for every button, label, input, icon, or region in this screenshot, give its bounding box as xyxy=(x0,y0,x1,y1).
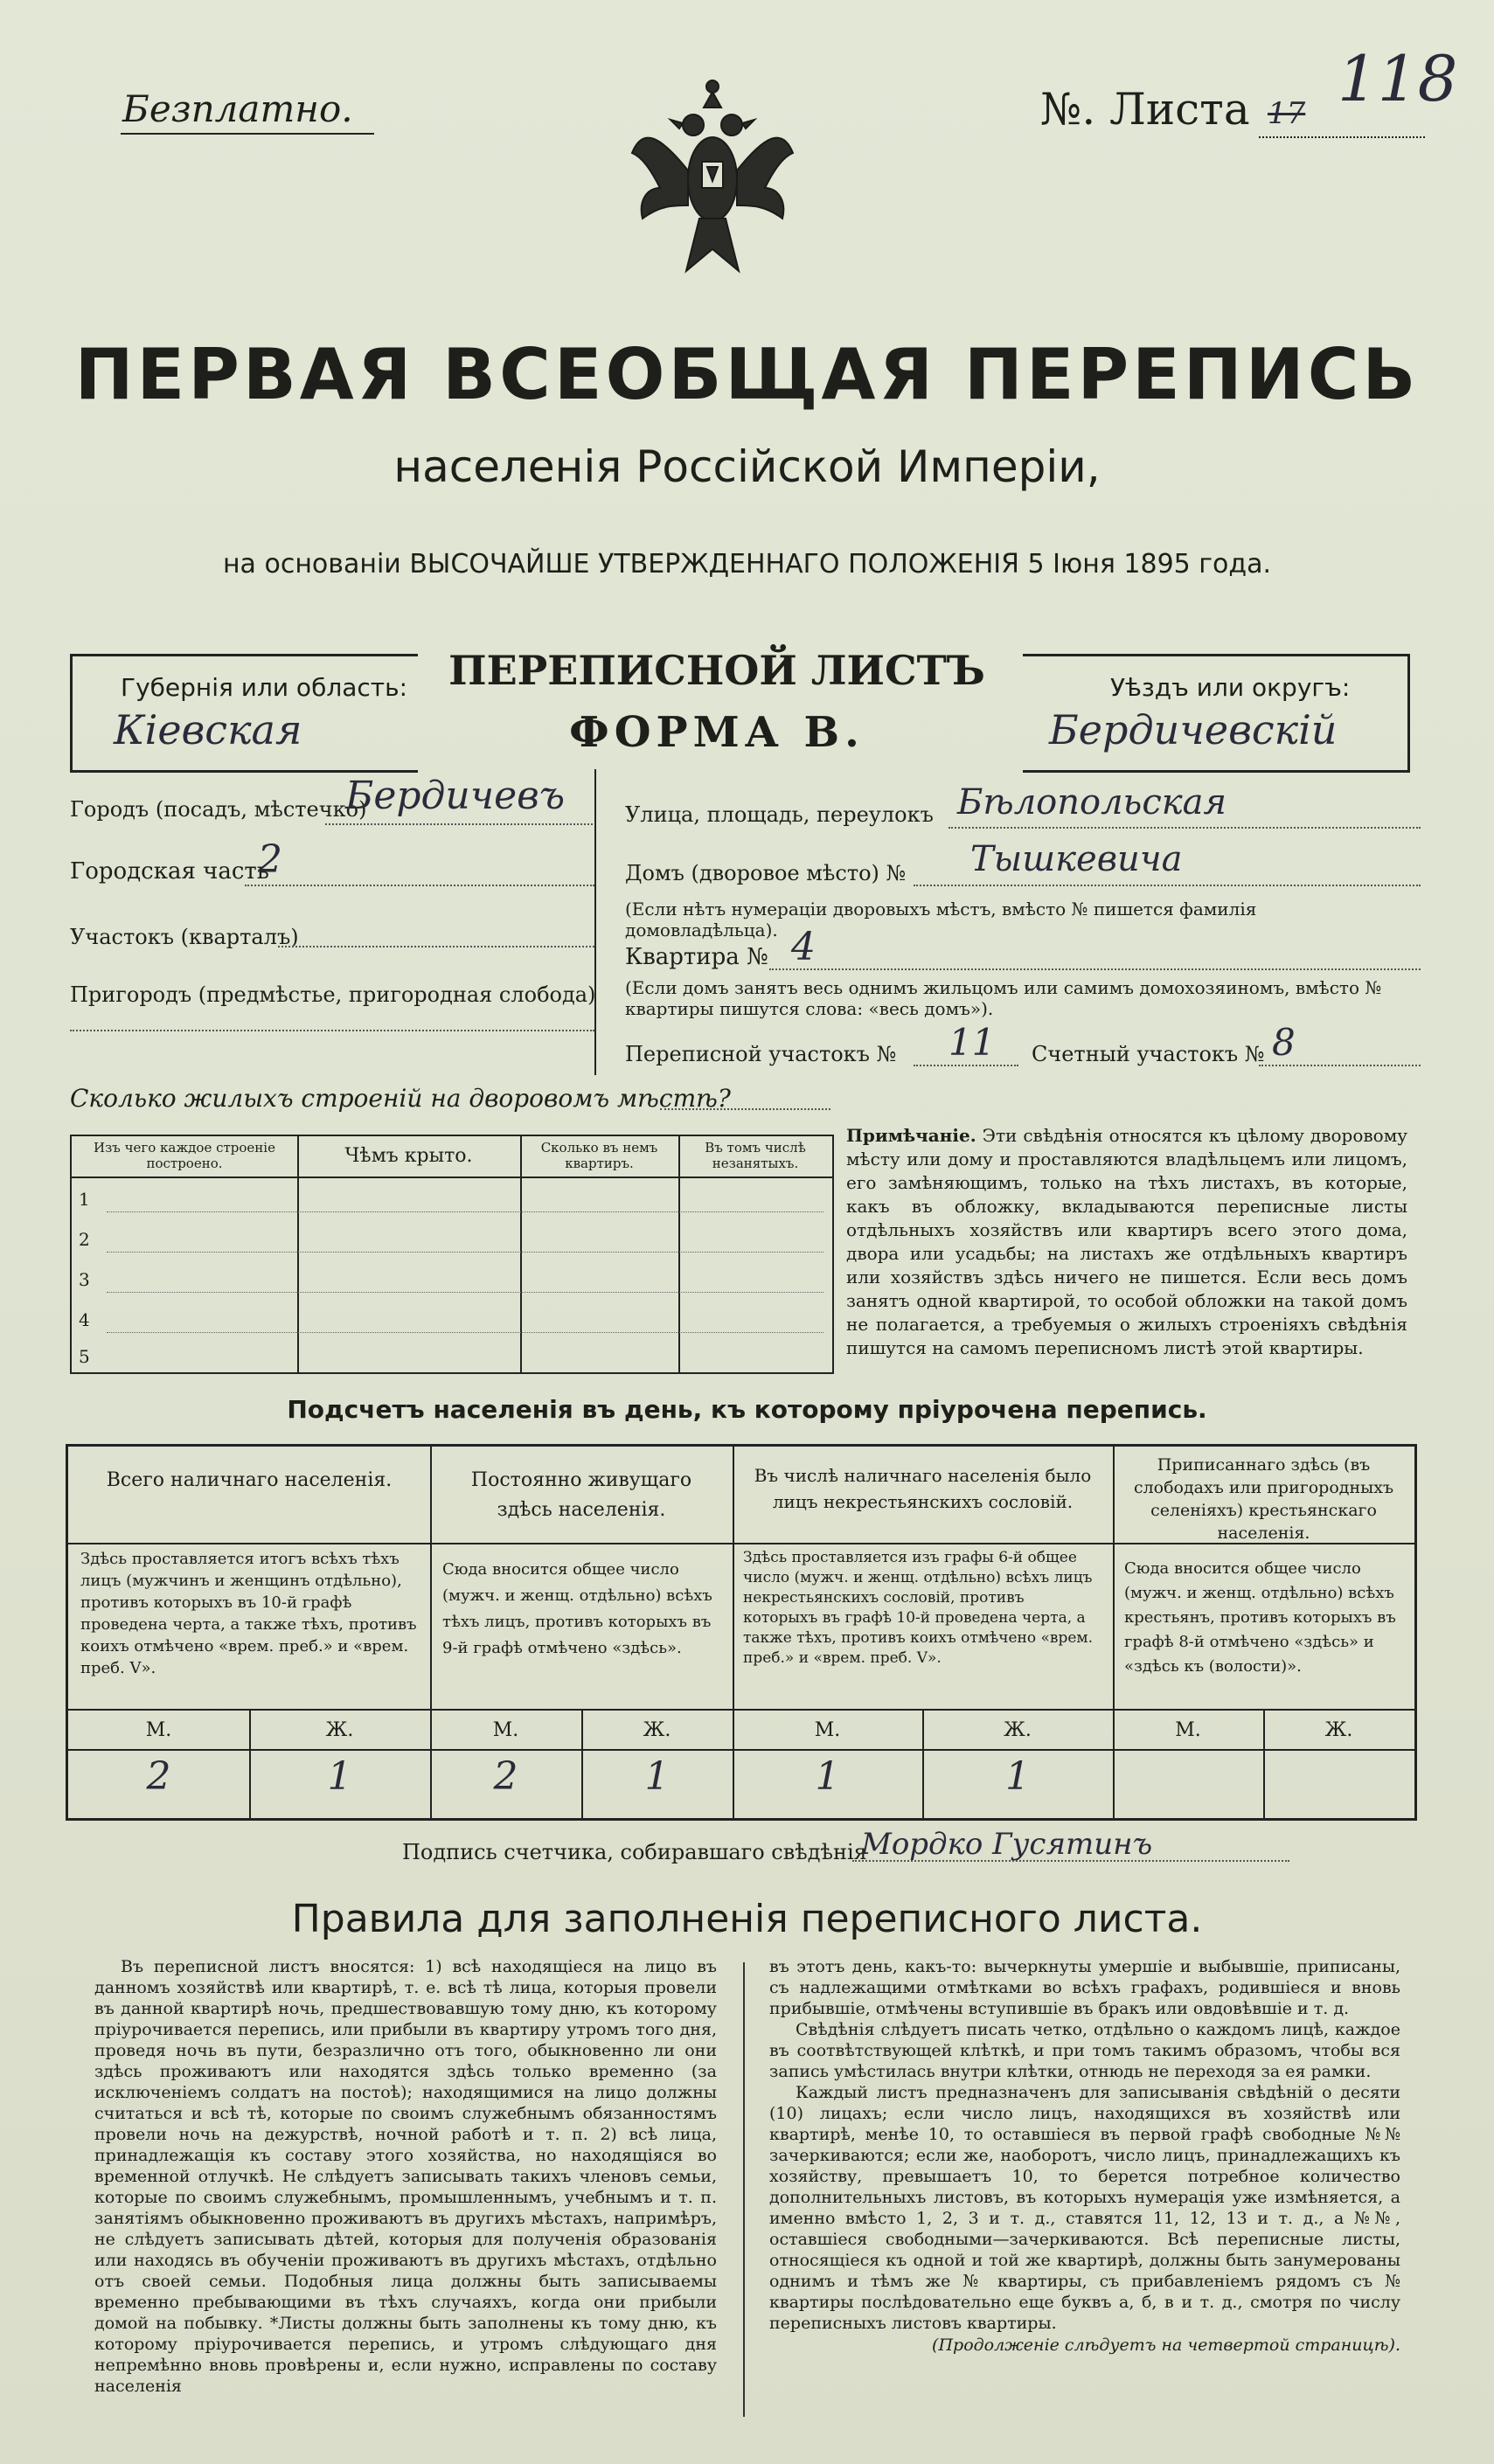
rules-left-text: Въ переписной листъ вносятся: 1) всѣ находящіеся на лицо въ данномъ хозяйствѣ или квартирѣ, т. е. всѣ тѣ лица, которыя провели въ данной квартирѣ ночь, предшествовавшую тому дню, къ которому пріурочивается перепись, или прибыли въ квартиру утромъ того дня, проведя ночь въ пути, безразлично отъ того, обыкновенно ли они здѣсь проживаютъ или находятся здѣсь только временно (за исключеніемъ солдатъ на постоѣ); находящимися на лицо должны считаться и всѣ тѣ, которые по своимъ служебнымъ обязанностямъ провели ночь на дежурствѣ, ночной работѣ и т. п. 2) всѣ лица, принадлежащія къ составу этого хозяйства, но находящіяся во временной отлучкѣ. Не слѣдуетъ записывать такихъ членовъ семьи, которые по своимъ служебнымъ, промышленнымъ, учебнымъ и т. п. занятіямъ обыкновенно проживаютъ въ другихъ мѣстахъ, напримѣръ, не слѣдуетъ записывать дѣтей, которыя для полученія образованія или находясь въ обученіи проживаютъ въ другихъ мѣстахъ, отдѣльно отъ своей семьи. Подобныя лица должны быть записываемы временно пребывающими въ тѣхъ случаяхъ, когда они прибыли домой на побывку. *Листы должны быть заполнены къ тому дню, къ которому пріурочивается перепись, и утромъ слѣдующаго дня непремѣнно вновь провѣрены и, если нужно, исправлены по составу населенія xyxy=(94,1957,717,2396)
buildings-row-number: 2 xyxy=(79,1229,90,1250)
buildings-table xyxy=(70,1135,834,1374)
city-value: Бердичевъ xyxy=(345,774,566,818)
census-area-value: 11 xyxy=(949,1021,996,1064)
rules-right-text-3: Каждый листъ предназначенъ для записыванія свѣдѣній о десяти (10) лицахъ; если число лицъ, находящихся въ хозяйствѣ или квартирѣ, менѣе 10, то оставшіеся въ первой графѣ свободные №№ зачеркиваются; если же, наоборотъ, число лицъ, принадлежащихъ къ хозяйству, превышаетъ 10, то берется потребное количество дополнительныхъ листовъ, въ которыхъ нумерація уже измѣняется, а именно вмѣсто 1, 2, 3 и т. д., ставятся 11, 12, 13 и т. д., а №№, оставшіеся свободными—зачеркиваются. Всѣ переписные листы, относящіеся къ одной и той же квартирѣ, должны быть занумерованы однимъ и тѣмъ же № квартиры, съ прибавленіемъ рядомъ съ № квартиры послѣдовательно еще буквъ а, б, в и т. д., смотря по числу переписныхъ листовъ квартиры. xyxy=(769,2083,1400,2333)
buildings-header-roof: Чѣмъ крыто. xyxy=(344,1145,473,1167)
count-col4-f-label: Ж. xyxy=(1324,1719,1353,1741)
address-divider xyxy=(594,769,596,1075)
apartment-note: (Если домъ занятъ весь однимъ жильцомъ или самимъ домохозяиномъ, вмѣсто № квартиры пишутся слова: «весь домъ»). xyxy=(625,977,1382,1019)
rules-right-text-1: въ этотъ день, какъ-то: вычеркнуты умершіе и выбывшіе, приписаны, съ надлежащими отмѣтками во всѣхъ графахъ, родившіеся и вновь прибывшіе, отмѣчены вступившіе въ бракъ или овдовѣвшіе и т. д. xyxy=(769,1957,1400,2018)
buildings-header-vacant: Въ томъ числѣ незанятыхъ. xyxy=(705,1140,806,1171)
rules-right-text-2: Свѣдѣнія слѣдуетъ писать четко, отдѣльно о каждомъ лицѣ, каждое въ соотвѣтствующей клѣткѣ, и при томъ такимъ образомъ, чтобы вся запись умѣстилась внутри клѣтки, отнюдь не переходя за ея рамки. xyxy=(769,2020,1400,2081)
sheet-number-label: №. Листа xyxy=(1040,84,1250,135)
count-col3-title: Въ числѣ наличнаго населенія было лицъ некрестьянскихъ сословій. xyxy=(754,1465,1092,1512)
buildings-row-number: 5 xyxy=(79,1346,90,1367)
count-col4-desc: Сюда вносится общее число (мужч. и женщ. отдѣльно) всѣхъ крестьянъ, противъ которыхъ въ графѣ 8-й отмѣчено «здѣсь» и «здѣсь къ (волости)». xyxy=(1124,1559,1396,1676)
count-heading: Подсчетъ населенія въ день, къ которому пріурочена перепись. xyxy=(287,1395,1207,1424)
count-col2-m-value: 2 xyxy=(493,1754,518,1799)
buildings-question: Сколько жилыхъ строеній на дворовомъ мѣстѣ? xyxy=(70,1084,731,1113)
count-col4-m-label: М. xyxy=(1175,1719,1201,1741)
apartment-line xyxy=(769,968,1421,970)
count-col2-f-label: Ж. xyxy=(643,1719,671,1741)
legal-basis: на основаніи ВЫСОЧАЙШЕ УТВЕРЖДЕННАГО ПОЛОЖЕНІЯ 5 Іюня 1895 года. xyxy=(222,549,1272,580)
count-col2-m-label: М. xyxy=(492,1719,519,1741)
form-name-line2: ФОРМА В. xyxy=(569,708,865,757)
city-part-label: Городская часть xyxy=(70,858,269,885)
count-col2-desc: Сюда вносится общее число (мужч. и женщ. отдѣльно) всѣхъ тѣхъ лицъ, противъ которыхъ въ 9-й графѣ отмѣчено «здѣсь». xyxy=(442,1560,712,1657)
suburb-line xyxy=(70,1030,594,1031)
city-part-line xyxy=(245,885,594,886)
district-value: Бердичевскій xyxy=(1049,706,1338,753)
count-col3-desc: Здѣсь проставляется изъ графы 6-й общее число (мужч. и женщ. отдѣльно) всѣхъ лицъ некрестьянскихъ сословій, противъ которыхъ въ графѣ 10-й проведена черта, а также тѣхъ, противъ коихъ отмѣчено «врем. преб.» и «врем. преб. V». xyxy=(743,1549,1094,1667)
buildings-row-number: 1 xyxy=(79,1189,90,1210)
free-label: Безплатно. xyxy=(122,87,353,130)
buildings-note xyxy=(846,1124,1407,1360)
signature-label: Подпись счетчика, собиравшаго свѣдѣнія xyxy=(402,1840,867,1864)
census-area-line xyxy=(914,1065,1018,1066)
buildings-header-material: Изъ чего каждое строеніе построено. xyxy=(94,1140,275,1171)
rules-heading: Правила для заполненія переписного листа. xyxy=(291,1897,1203,1941)
district-label: Уѣздъ или округъ: xyxy=(1110,673,1351,702)
apartment-label: Квартира № xyxy=(625,944,768,970)
rules-right-column xyxy=(769,1956,1400,2446)
count-col1-f-label: Ж. xyxy=(325,1719,354,1741)
count-area-value: 8 xyxy=(1272,1021,1296,1064)
city-line xyxy=(325,823,596,825)
signature-line xyxy=(852,1860,1289,1862)
count-col4-title: Приписаннаго здѣсь (въ слободахъ или пригородныхъ селеніяхъ) крестьянскаго населенія. xyxy=(1133,1455,1394,1543)
house-value: Тышкевича xyxy=(970,839,1183,879)
house-line xyxy=(914,885,1421,886)
free-underline xyxy=(121,133,374,135)
count-col1-title: Всего наличнаго населенія. xyxy=(106,1469,393,1491)
city-label: Городъ (посадъ, мѣстечко) xyxy=(70,797,367,822)
sheet-number-line xyxy=(1259,136,1425,138)
apartment-value: 4 xyxy=(791,925,816,969)
count-col3-f-value: 1 xyxy=(1005,1754,1030,1799)
count-table xyxy=(66,1444,1417,1821)
subtitle: населенія Россійской Имперіи, xyxy=(393,441,1101,492)
city-part-value: 2 xyxy=(258,837,282,882)
buildings-header-apartments: Сколько въ немъ квартиръ. xyxy=(540,1140,658,1171)
house-note: (Если нѣтъ нумераціи дворовыхъ мѣстъ, вмѣсто № пишется фамилія домовладѣльца). xyxy=(625,899,1257,940)
buildings-row-number: 3 xyxy=(79,1269,90,1290)
street-value: Бѣлопольская xyxy=(957,782,1226,822)
count-col1-m-label: М. xyxy=(145,1719,172,1741)
house-label: Домъ (дворовое мѣсто) № xyxy=(625,861,907,885)
rules-continued: (Продолженіе слѣдуетъ на четвертой страницѣ). xyxy=(932,2336,1400,2355)
count-col2-f-value: 1 xyxy=(644,1754,670,1799)
count-col3-f-label: Ж. xyxy=(1004,1719,1032,1741)
double-headed-eagle-icon xyxy=(625,74,800,293)
suburb-label: Пригородъ (предмѣстье, пригородная слобода) xyxy=(70,982,596,1007)
census-area-label: Переписной участокъ № xyxy=(625,1042,897,1066)
sheet-number-struck: 17 xyxy=(1268,96,1306,131)
count-col1-desc: Здѣсь проставляется итогъ всѣхъ тѣхъ лицъ (мужчинъ и женщинъ отдѣльно), противъ которыхъ въ 10-й графѣ проведена черта, а также тѣхъ, противъ коихъ отмѣчено «врем. преб.» и «врем. преб. V». xyxy=(80,1550,417,1677)
count-col1-m-value: 2 xyxy=(146,1754,171,1799)
province-value: Кіевская xyxy=(114,706,302,753)
rules-left-column xyxy=(94,1956,717,2446)
province-label: Губернія или область: xyxy=(121,673,408,702)
street-line xyxy=(949,827,1421,829)
count-col3-m-label: М. xyxy=(814,1719,841,1741)
count-col1-f-value: 1 xyxy=(327,1754,352,1799)
count-col2-title: Постоянно живущаго здѣсь населенія. xyxy=(470,1469,692,1521)
buildings-note-title: Примѣчаніе. xyxy=(846,1125,976,1146)
precinct-line xyxy=(278,946,594,947)
buildings-row-number: 4 xyxy=(79,1309,90,1330)
count-col3-m-value: 1 xyxy=(815,1754,840,1799)
count-area-line xyxy=(1259,1065,1421,1066)
buildings-question-line xyxy=(660,1108,830,1110)
precinct-label: Участокъ (кварталъ) xyxy=(70,925,299,949)
count-area-label: Счетный участокъ № xyxy=(1032,1042,1265,1066)
signature-value: Мордко Гусятинъ xyxy=(861,1827,1153,1862)
street-label: Улица, площадь, переулокъ xyxy=(625,802,934,827)
buildings-note-text: Эти свѣдѣнія относятся къ цѣлому дворовому мѣсту или дому и проставляются владѣльцемъ или лицомъ, его замѣняющимъ, только на тѣхъ листахъ, въ которые, какъ въ обложку, вкладываются переписные листы отдѣльныхъ хозяйствъ или квартиръ всего этого дома, двора или усадьбы; на листахъ же отдѣльныхъ квартиръ или хозяйствъ здѣсь ничего не пишется. Если весь домъ занятъ одной квартирой, то особой обложки на такой домъ не полагается, а требуемыя о жилыхъ строеніяхъ свѣдѣнія пишутся на самомъ переписномъ листѣ этой квартиры. xyxy=(846,1125,1408,1358)
main-title: ПЕРВАЯ ВСЕОБЩАЯ ПЕРЕПИСЬ xyxy=(74,334,1420,415)
form-name-line1: ПЕРЕПИСНОЙ ЛИСТЪ xyxy=(448,647,985,694)
rules-divider xyxy=(743,1962,745,2417)
sheet-number-handwritten: 118 xyxy=(1338,42,1458,115)
